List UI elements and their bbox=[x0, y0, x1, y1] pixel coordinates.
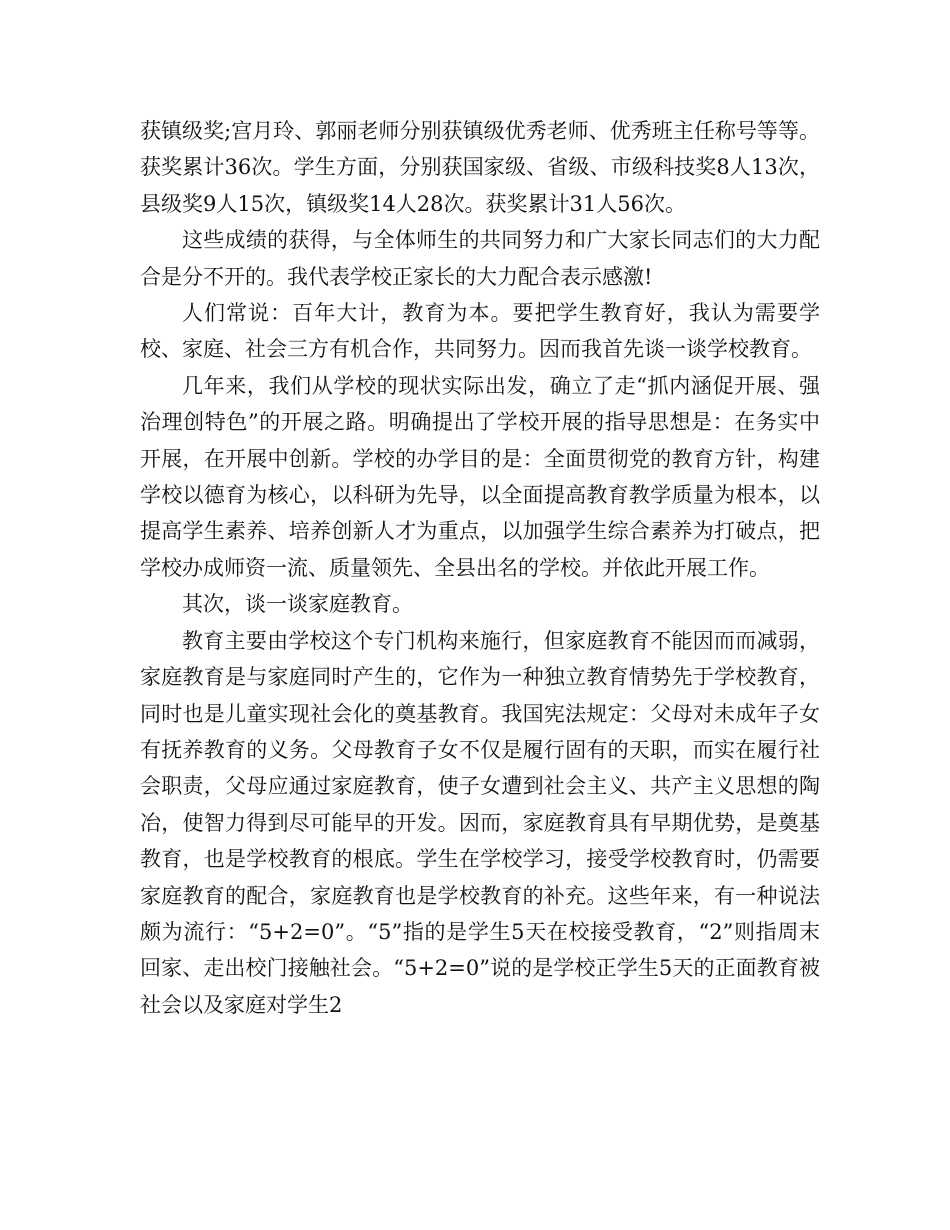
paragraph-awards: 获镇级奖;宫月玲、郭丽老师分别获镇级优秀老师、优秀班主任称号等等。获奖累计36次。学生方面，分别获国家级、省级、市级科技奖8人13次，县级奖9人15次，镇级奖14人28次。获奖累计31人56次。 bbox=[140, 119, 820, 216]
paragraph-school-education: 几年来，我们从学校的现状实际出发，确立了走“抓内涵促开展、强治理创特色”的开展之路。明确提出了学校开展的指导思想是：在务实中开展，在开展中创新。学校的办学目的是：全面贯彻党的教育方针，构建学校以德育为核心，以科研为先导，以全面提高教育教学质量为根本，以提高学生素养、培养创新人才为重点，以加强学生综合素养为打破点，把学校办成师资一流、质量领先、全县出名的学校。并依此开展工作。 bbox=[140, 373, 820, 580]
paragraph-thanks: 这些成绩的获得，与全体师生的共同努力和广大家长同志们的大力配合是分不开的。我代表学校正家长的大力配合表示感激! bbox=[140, 228, 820, 289]
document-body bbox=[140, 113, 820, 1023]
paragraph-family-education: 教育主要由学校这个专门机构来施行，但家庭教育不能因而而减弱，家庭教育是与家庭同时产生的，它作为一种独立教育情势先于学校教育，同时也是儿童实现社会化的奠基教育。我国宪法规定：父母对未成年子女有抚养教育的义务。父母教育子女不仅是履行固有的天职，而实在履行社会职责，父母应通过家庭教育，使子女遭到社会主义、共产主义思想的陶冶，使智力得到尽可能早的开发。因而，家庭教育具有早期优势，是奠基教育，也是学校教育的根底。学生在学校学习，接受学校教育时，仍需要家庭教育的配合，家庭教育也是学校教育的补充。这些年来，有一种说法颇为流行：“5+2=0”。“5”指的是学生5天在校接受教育，“2”则指周末回家、走出校门接触社会。“5+2=0”说的是学校正学生5天的正面教育被社会以及家庭对学生2 bbox=[140, 628, 820, 1017]
paragraph-education-basis: 人们常说：百年大计，教育为本。要把学生教育好，我认为需要学校、家庭、社会三方有机合作，共同努力。因而我首先谈一谈学校教育。 bbox=[140, 301, 820, 362]
paragraph-family-heading: 其次，谈一谈家庭教育。 bbox=[182, 592, 413, 617]
